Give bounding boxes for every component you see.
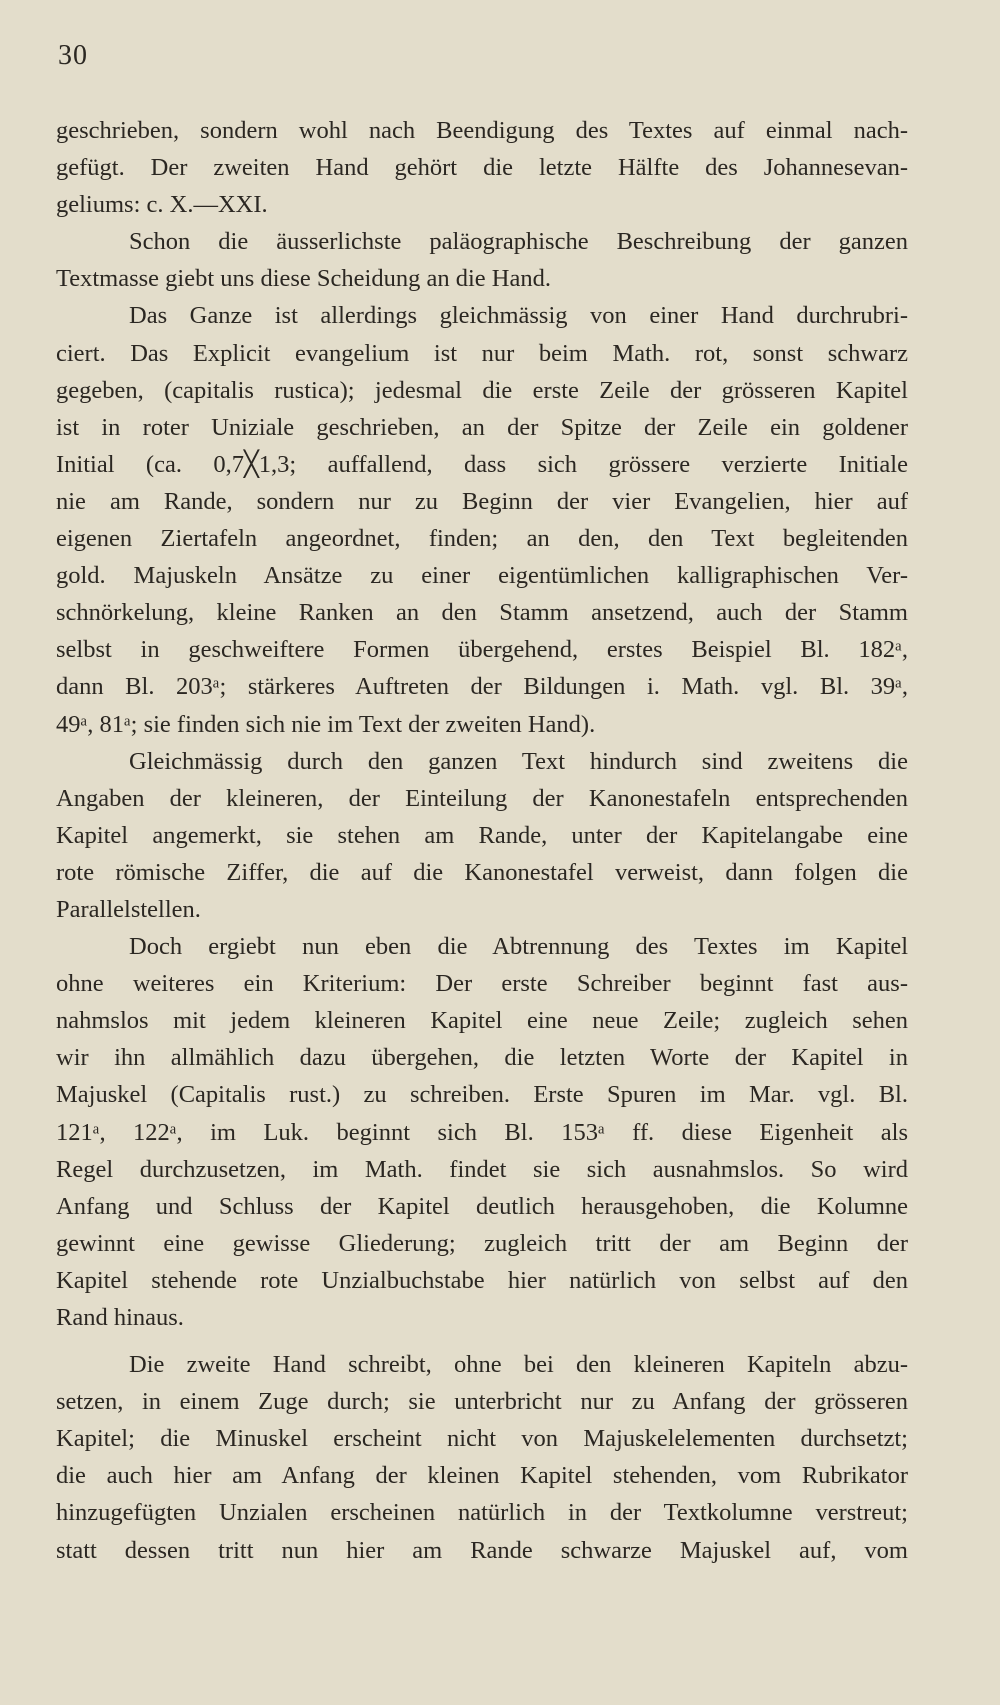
paragraph-start-line: Das Ganze ist allerdings gleichmässig von einer Hand durchrubri- <box>129 302 908 330</box>
text-line: nie am Rande, sondern nur zu Beginn der vier Evangelien, hier auf <box>56 487 908 515</box>
text-line: dann Bl. 203ᵃ; stärkeres Auftreten der Bildungen i. Math. vgl. Bl. 39ᵃ, <box>56 673 908 701</box>
text-line: hinzugefügten Unzialen erscheinen natürlich in der Textkolumne verstreut; <box>56 1499 908 1527</box>
text-line: Rand hinaus. <box>56 1304 184 1331</box>
text-line: ciert. Das Explicit evangelium ist nur beim Math. rot, sonst schwarz <box>56 339 908 367</box>
text-line: Textmasse giebt uns diese Scheidung an die Hand. <box>56 265 551 293</box>
text-line: 49ᵃ, 81ᵃ; sie finden sich nie im Text der zweiten Hand). <box>56 710 596 738</box>
text-line: Majuskel (Capitalis rust.) zu schreiben. Erste Spuren im Mar. vgl. Bl. <box>56 1081 908 1109</box>
text-line: Kapitel angemerkt, sie stehen am Rande, unter der Kapitelangabe eine <box>56 821 908 849</box>
text-line: eigenen Ziertafeln angeordnet, finden; an den, den Text begleitenden <box>56 525 908 553</box>
text-line: Angaben der kleineren, der Einteilung der Kanonestafeln entsprechenden <box>56 784 908 812</box>
text-line: nahmslos mit jedem kleineren Kapitel eine neue Zeile; zugleich sehen <box>56 1007 908 1035</box>
text-line: rote römische Ziffer, die auf die Kanonestafel verweist, dann folgen die <box>56 858 908 886</box>
text-line: Kapitel stehende rote Unzialbuchstabe hier natürlich von selbst auf den <box>56 1266 908 1294</box>
page-number: 30 <box>58 40 88 71</box>
paragraph-start-line: Doch ergiebt nun eben die Abtrennung des Textes im Kapitel <box>129 933 908 961</box>
body-text <box>56 112 908 1569</box>
text-line: Anfang und Schluss der Kapitel deutlich herausgehoben, die Kolumne <box>56 1192 908 1220</box>
text-line: geschrieben, sondern wohl nach Beendigung des Textes auf einmal nach- <box>56 117 908 144</box>
text-line: gegeben, (capitalis rustica); jedesmal die erste Zeile der grösseren Kapitel <box>56 376 908 404</box>
text-line: selbst in geschweiftere Formen übergehend, erstes Beispiel Bl. 182ᵃ, <box>56 636 908 664</box>
text-line: Parallelstellen. <box>56 895 201 923</box>
text-line: Initial (ca. 0,7╳1,3; auffallend, dass sich grössere verzierte Initiale <box>56 450 908 478</box>
text-line: gewinnt eine gewisse Gliederung; zugleich tritt der am Beginn der <box>56 1229 908 1257</box>
paragraph-start-line: Gleichmässig durch den ganzen Text hindurch sind zweitens die <box>129 747 908 775</box>
text-line: ohne weiteres ein Kriterium: Der erste Schreiber beginnt fast aus- <box>56 970 908 998</box>
text-line: ist in roter Uniziale geschrieben, an der Spitze der Zeile ein goldener <box>56 413 908 441</box>
text-line: wir ihn allmählich dazu übergehen, die letzten Worte der Kapitel in <box>56 1044 908 1072</box>
text-line: 121ᵃ, 122ᵃ, im Luk. beginnt sich Bl. 153ᵃ ff. diese Eigenheit als <box>56 1118 908 1146</box>
text-line: Regel durchzusetzen, im Math. findet sie sich ausnahmslos. So wird <box>56 1155 908 1183</box>
text-line: geliums: c. X.—XXI. <box>56 191 268 219</box>
text-line: schnörkelung, kleine Ranken an den Stamm ansetzend, auch der Stamm <box>56 599 908 627</box>
text-line: gold. Majuskeln Ansätze zu einer eigentümlichen kalligraphischen Ver- <box>56 562 908 590</box>
paragraph-start-line: Schon die äusserlichste paläographische Beschreibung der ganzen <box>129 228 908 256</box>
text-line: setzen, in einem Zuge durch; sie unterbricht nur zu Anfang der grösseren <box>56 1388 908 1416</box>
text-line: Kapitel; die Minuskel erscheint nicht von Majuskelelementen durchsetzt; <box>56 1425 908 1453</box>
paragraph-start-line: Die zweite Hand schreibt, ohne bei den kleineren Kapiteln abzu- <box>129 1351 908 1379</box>
text-line: gefügt. Der zweiten Hand gehört die letzte Hälfte des Johannesevan- <box>56 154 908 182</box>
text-line: die auch hier am Anfang der kleinen Kapitel stehenden, vom Rubrikator <box>56 1462 908 1490</box>
text-line: statt dessen tritt nun hier am Rande schwarze Majuskel auf, vom <box>56 1536 908 1564</box>
